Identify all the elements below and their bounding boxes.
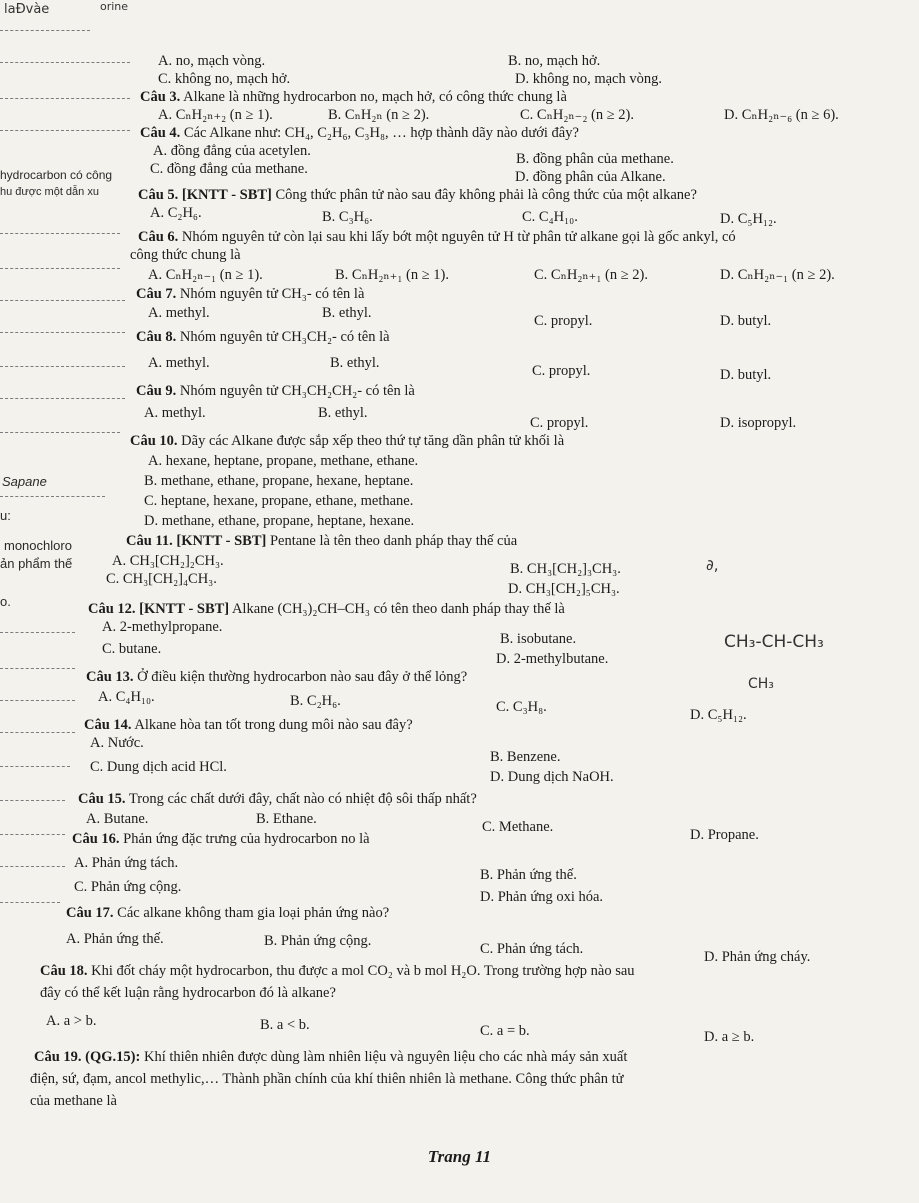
option-text: C. Phản ứng cộng.	[74, 879, 182, 895]
option-text: B. ethyl.	[330, 355, 380, 371]
question-text: Câu 19. (QG.15): Khí thiên nhiên được dùng làm nhiên liệu và nguyên liệu cho các nhà máy sản xuất	[34, 1049, 628, 1065]
margin-rule	[0, 268, 120, 270]
handwritten-mark: ∂,	[706, 556, 719, 574]
margin-rule	[0, 432, 120, 434]
margin-rule	[0, 866, 65, 868]
question-text: Câu 14. Alkane hòa tan tốt trong dung môi nào sau đây?	[84, 717, 413, 733]
margin-note: o.	[0, 594, 11, 609]
header-scribble: laĐvàe	[4, 2, 50, 17]
option-text: B. ethyl.	[322, 305, 372, 321]
option-text: C. heptane, hexane, propane, ethane, methane.	[144, 493, 414, 509]
question-number: Câu 9.	[136, 383, 177, 399]
question-number: Câu 14.	[84, 717, 132, 733]
margin-rule	[0, 834, 65, 836]
option-text: B. C₂H₆.	[290, 693, 341, 709]
margin-rule	[0, 902, 60, 904]
margin-note: hu được một dẫn xu	[0, 186, 99, 198]
page-number: Trang 11	[427, 1147, 492, 1166]
option-text: A. no, mạch vòng.	[158, 53, 266, 69]
option-text: B. Ethane.	[256, 811, 317, 827]
option-text: D. butyl.	[720, 367, 772, 383]
header-fragment: orine	[100, 0, 129, 13]
option-text: A. Nước.	[90, 735, 144, 751]
question-number: Câu 3.	[140, 89, 181, 105]
option-text: C. CH₃[CH₂]₄CH₃.	[106, 571, 217, 587]
option-text: D. methane, ethane, propane, heptane, hexane.	[144, 513, 415, 529]
option-text: C. a = b.	[480, 1023, 530, 1039]
option-text: B. Phản ứng cộng.	[264, 933, 372, 949]
margin-note: u:	[0, 508, 11, 523]
option-text: C. Methane.	[482, 819, 554, 835]
option-text: B. isobutane.	[500, 631, 577, 647]
option-text: B. đồng phân của methane.	[516, 151, 674, 167]
question-text: Câu 5. [KNTT - SBT] Công thức phân tử nào sau đây không phải là công thức của một alkane?	[138, 187, 697, 203]
option-text: A. Butane.	[86, 811, 149, 827]
margin-rule	[0, 300, 125, 302]
margin-note: Sapane	[2, 474, 47, 489]
option-text: C. butane.	[102, 641, 162, 657]
option-text: C. propyl.	[532, 363, 591, 379]
option-text: B. CH₃[CH₂]₃CH₃.	[510, 561, 621, 577]
option-text: C. đồng đẳng của methane.	[150, 161, 308, 177]
question-text: Câu 11. [KNTT - SBT] Pentane là tên theo danh pháp thay thế của	[126, 533, 518, 549]
question-number: Câu 15.	[78, 791, 126, 807]
option-text: B. a < b.	[260, 1017, 310, 1033]
option-text: C. Phản ứng tách.	[480, 941, 584, 957]
option-text: B. CₙH₂ₙ₊₁ (n ≥ 1).	[335, 267, 449, 283]
question-number: Câu 7.	[136, 286, 177, 302]
option-text: B. Phản ứng thế.	[480, 867, 577, 883]
option-text: A. methyl.	[144, 405, 206, 421]
question-text: Câu 15. Trong các chất dưới đây, chất nào có nhiệt độ sôi thấp nhất?	[78, 791, 477, 807]
question-number: Câu 4.	[140, 125, 181, 141]
option-text: B. methane, ethane, propane, hexane, heptane.	[144, 473, 414, 489]
option-text: C. CₙH₂ₙ₊₁ (n ≥ 2).	[534, 267, 648, 283]
margin-note: hydrocarbon có công	[0, 168, 113, 182]
option-text: A. hexane, heptane, propane, methane, ethane.	[148, 453, 419, 469]
margin-rule	[0, 62, 130, 64]
margin-rule	[0, 98, 130, 100]
option-text: D. không no, mạch vòng.	[515, 71, 662, 87]
margin-rule	[0, 632, 75, 634]
option-text: B. C₃H₆.	[322, 209, 373, 225]
margin-rule	[0, 766, 70, 768]
option-text: B. Benzene.	[490, 749, 561, 765]
question-text: Câu 3. Alkane là những hydrocarbon no, mạch hở, có công thức chung là	[140, 89, 567, 105]
option-text: A. methyl.	[148, 305, 210, 321]
question-number: Câu 11. [KNTT - SBT]	[126, 533, 267, 549]
question-number: Câu 19. (QG.15):	[34, 1049, 141, 1065]
option-text: A. C₄H₁₀.	[98, 689, 155, 705]
margin-note: monochloro	[4, 538, 72, 553]
question-text: Câu 18. Khi đốt cháy một hydrocarbon, thu được a mol CO₂ và b mol H₂O. Trong trường hợp nào sau	[40, 963, 635, 979]
question-number: Câu 10.	[130, 433, 178, 449]
option-text: D. đồng phân của Alkane.	[515, 169, 666, 185]
option-text: D. CₙH₂ₙ₋₆ (n ≥ 6).	[724, 107, 839, 123]
option-text: D. 2-methylbutane.	[496, 651, 609, 667]
option-text: D. isopropyl.	[720, 415, 797, 431]
margin-rule	[0, 496, 105, 498]
option-text: B. no, mạch hở.	[508, 53, 601, 69]
option-text: D. butyl.	[720, 313, 772, 329]
margin-note: ản phẩm thế	[0, 556, 73, 571]
option-text: C. C₄H₁₀.	[522, 209, 578, 225]
question-number: Câu 18.	[40, 963, 88, 979]
margin-rule	[0, 700, 75, 702]
handwritten-formula: CH₃-CH-CH₃	[724, 632, 824, 652]
margin-rule	[0, 398, 125, 400]
option-text: C. C₃H₈.	[496, 699, 547, 715]
margin-rule	[0, 332, 125, 334]
question-number: Câu 16.	[72, 831, 120, 847]
option-text: C. propyl.	[534, 313, 593, 329]
question-number: Câu 17.	[66, 905, 114, 921]
question-text: Câu 9. Nhóm nguyên tử CH₃CH₂CH₂- có tên là	[136, 383, 415, 399]
question-text: Câu 13. Ở điều kiện thường hydrocarbon nào sau đây ở thể lỏng?	[86, 669, 468, 685]
question-text: Câu 7. Nhóm nguyên tử CH₃- có tên là	[136, 286, 365, 302]
question-text: Câu 17. Các alkane không tham gia loại phản ứng nào?	[66, 905, 390, 921]
margin-rule	[0, 233, 120, 235]
option-text: D. Dung dịch NaOH.	[490, 769, 614, 785]
option-text: A. đồng đẳng của acetylen.	[153, 143, 311, 159]
option-text: C. CₙH₂ₙ₋₂ (n ≥ 2).	[520, 107, 634, 123]
option-text: A. methyl.	[148, 355, 210, 371]
option-text: A. CH₃[CH₂]₂CH₃.	[112, 553, 224, 569]
question-number: Câu 8.	[136, 329, 177, 345]
option-text: C. propyl.	[530, 415, 589, 431]
margin-rule	[0, 130, 130, 132]
option-text: D. Phản ứng cháy.	[704, 949, 811, 965]
question-number: Câu 6.	[138, 229, 179, 245]
question-text: Câu 10. Dãy các Alkane được sắp xếp theo thứ tự tăng dần phân tử khối là	[130, 433, 565, 449]
question-number: Câu 5. [KNTT - SBT]	[138, 187, 272, 203]
question-text: Câu 8. Nhóm nguyên tử CH₃CH₂- có tên là	[136, 329, 390, 345]
option-text: D. Phản ứng oxi hóa.	[480, 889, 604, 905]
margin-rule	[0, 732, 75, 734]
option-text: A. C₂H₆.	[150, 205, 202, 221]
option-text: A. CₙH₂ₙ₋₁ (n ≥ 1).	[148, 267, 263, 283]
option-text: D. C₅H₁₂.	[690, 707, 747, 723]
question-text: Câu 12. [KNTT - SBT] Alkane (CH₃)₂CH–CH₃ có tên theo danh pháp thay thế là	[88, 601, 565, 617]
margin-rule	[0, 366, 125, 368]
question-text: Câu 4. Các Alkane như: CH₄, C₂H₆, C₃H₈, … hợp thành dãy nào dưới đây?	[140, 125, 579, 141]
question-text: của methane là	[30, 1093, 117, 1109]
option-text: D. C₅H₁₂.	[720, 211, 777, 227]
question-text: công thức chung là	[130, 247, 241, 263]
question-text: đây có thể kết luận rằng hydrocarbon đó là alkane?	[40, 985, 336, 1001]
margin-rule	[0, 668, 75, 670]
option-text: A. CₙH₂ₙ₊₂ (n ≥ 1).	[158, 107, 273, 123]
option-text: B. ethyl.	[318, 405, 368, 421]
option-text: A. 2-methylpropane.	[102, 619, 223, 635]
option-text: D. a ≥ b.	[704, 1029, 755, 1045]
option-text: C. Dung dịch acid HCl.	[90, 759, 227, 775]
option-text: B. CₙH₂ₙ (n ≥ 2).	[328, 107, 430, 123]
margin-rule	[0, 30, 90, 32]
option-text: C. không no, mạch hở.	[158, 71, 291, 87]
question-text: điện, sứ, đạm, ancol methylic,… Thành phần chính của khí thiên nhiên là methane. Công thức phân tử	[30, 1071, 624, 1087]
question-text: Câu 6. Nhóm nguyên tử còn lại sau khi lấy bớt một nguyên tử H từ phân tử alkane gọi là gốc ankyl, có	[138, 229, 736, 245]
question-text: Câu 16. Phản ứng đặc trưng của hydrocarbon no là	[72, 831, 370, 847]
option-text: D. CₙH₂ₙ₋₁ (n ≥ 2).	[720, 267, 835, 283]
question-number: Câu 13.	[86, 669, 134, 685]
option-text: D. CH₃[CH₂]₅CH₃.	[508, 581, 620, 597]
option-text: A. Phản ứng thế.	[66, 931, 164, 947]
handwritten-formula: CH₃	[748, 676, 774, 692]
margin-rule	[0, 800, 65, 802]
option-text: A. a > b.	[46, 1013, 97, 1029]
option-text: D. Propane.	[690, 827, 759, 843]
question-number: Câu 12. [KNTT - SBT]	[88, 601, 230, 617]
option-text: A. Phản ứng tách.	[74, 855, 179, 871]
